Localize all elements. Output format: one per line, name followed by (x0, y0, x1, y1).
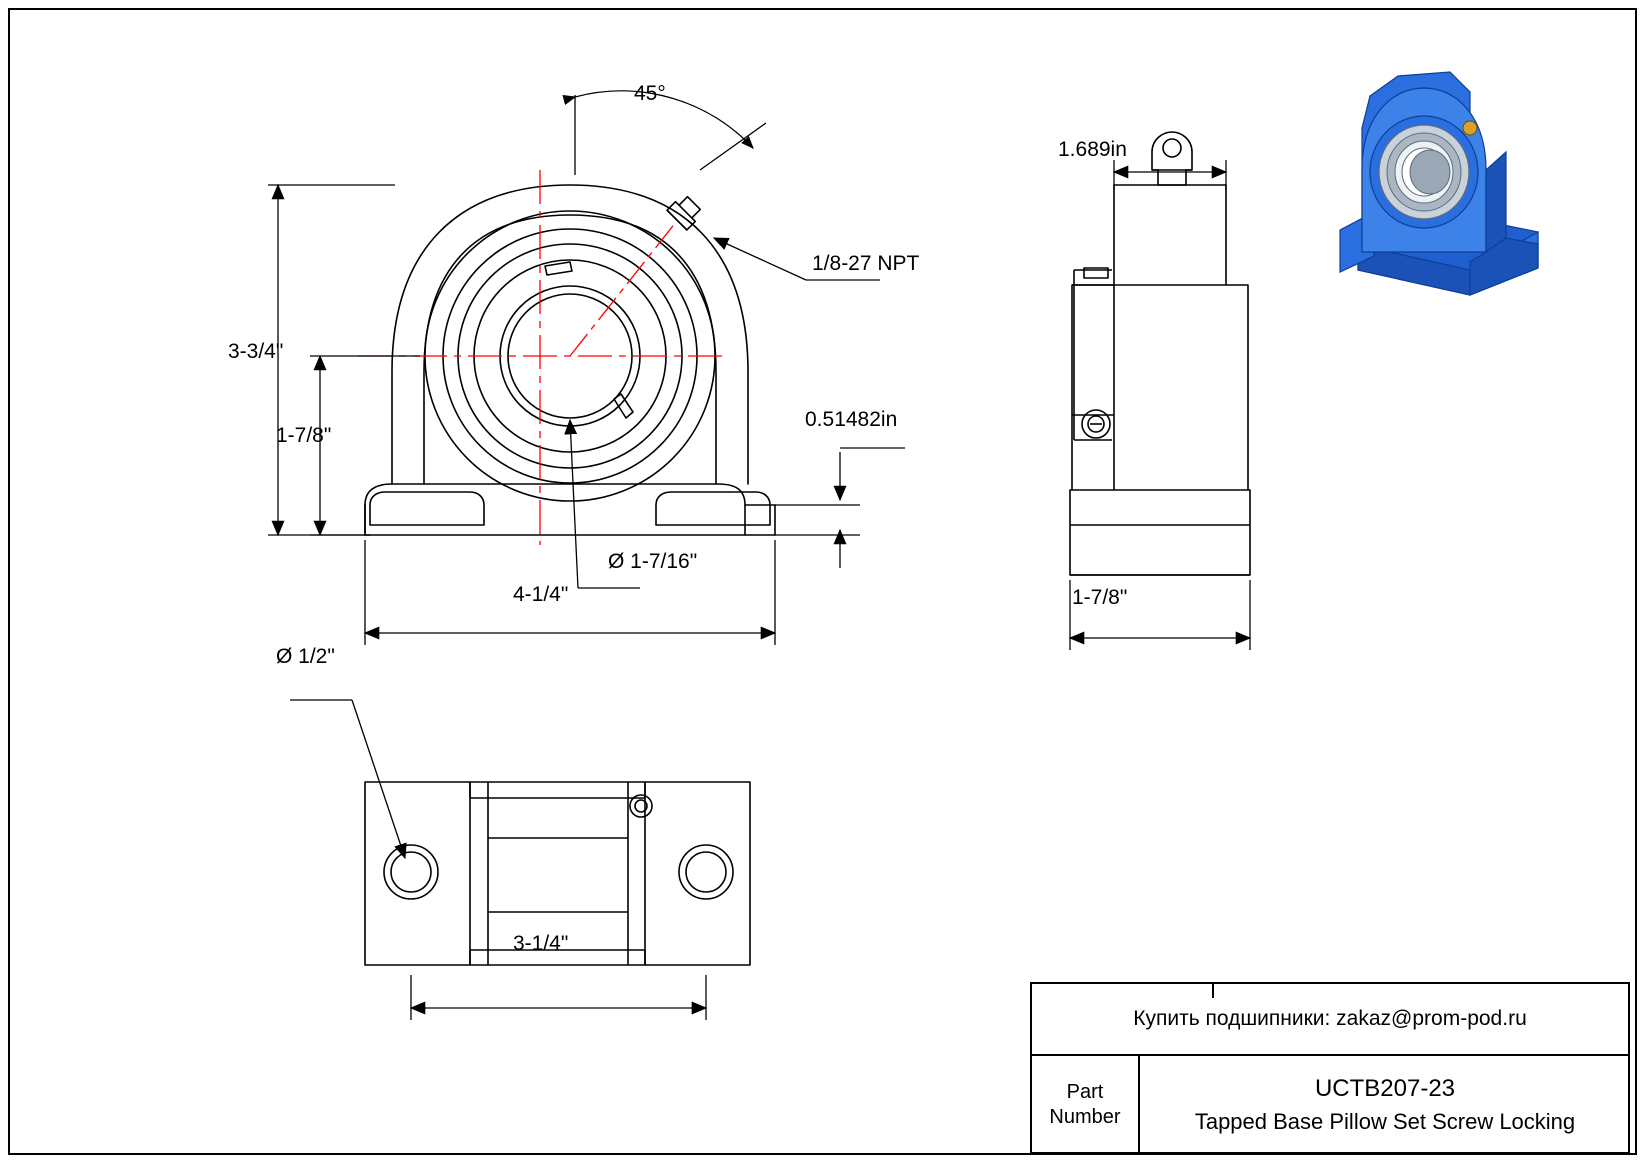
dim-base-width: 4-1/4" (513, 583, 569, 606)
dim-side-width-bottom: 1-7/8" (1072, 586, 1128, 609)
title-block-tick (1212, 984, 1214, 998)
contact-text: Купить подшипники: zakaz@prom-pod.ru (1133, 1007, 1527, 1030)
dim-height-center: 1-7/8" (276, 424, 332, 447)
dim-angle-45: 45° (634, 82, 666, 105)
dim-npt-callout: 1/8-27 NPT (812, 252, 920, 275)
part-info (1140, 1056, 1630, 1154)
dim-height-total: 3-3/4" (228, 340, 284, 363)
part-description: Tapped Base Pillow Set Screw Locking (1194, 1109, 1576, 1134)
part-number-label (1032, 1056, 1140, 1154)
part-number-label-line1: Part (1066, 1081, 1104, 1103)
title-block (1030, 982, 1630, 1154)
dim-bore-diameter: Ø 1-7/16" (608, 550, 698, 573)
dim-side-width-top: 1.689in (1058, 138, 1127, 161)
dim-bolt-spacing: 3-1/4" (513, 932, 569, 955)
part-number-label-line2: Number (1049, 1106, 1121, 1128)
dim-base-thickness: 0.51482in (805, 408, 898, 431)
part-number-value: UCTB207-23 (1314, 1075, 1456, 1102)
dim-bolt-hole-dia: Ø 1/2" (276, 645, 335, 668)
title-block-contact-row (1032, 984, 1628, 1056)
